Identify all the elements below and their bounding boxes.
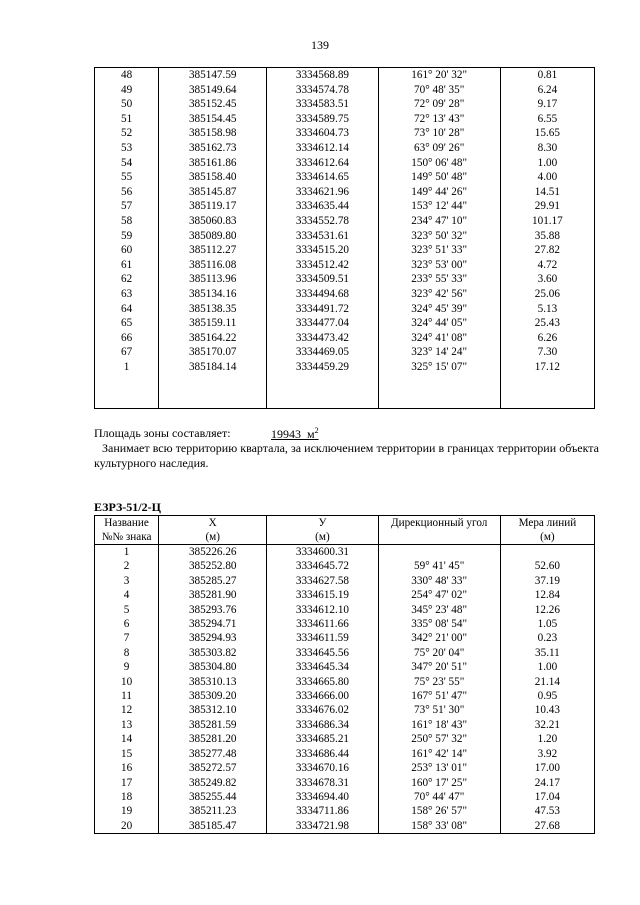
cell-y-coordinate: 3334491.72 (267, 302, 378, 317)
empty-filler-row (95, 374, 595, 409)
cell-y-coordinate: 3334477.04 (267, 316, 378, 331)
empty-cell (378, 374, 500, 409)
cell-x-coordinate: 385116.08 (159, 258, 267, 273)
cell-point-number: 50 (95, 97, 159, 112)
cell-x-coordinate: 385285.27 (159, 574, 267, 588)
cell-point-number: 52 (95, 126, 159, 141)
cell-direction-angle: 167° 51' 47" (378, 689, 500, 703)
empty-cell (159, 374, 267, 409)
table-row (95, 258, 595, 273)
cell-direction-angle: 253° 13' 01" (378, 761, 500, 775)
header-line: Мера линий (518, 517, 577, 529)
cell-point-number: 1 (95, 360, 159, 375)
cell-y-coordinate: 3334509.51 (267, 272, 378, 287)
table-row (95, 603, 595, 617)
cell-line-length: 35.11 (500, 646, 594, 660)
header-line: (м) (205, 530, 220, 543)
cell-point-number: 49 (95, 83, 159, 98)
table-row (95, 97, 595, 112)
header-line-length (500, 516, 594, 545)
cell-point-number: 14 (95, 732, 159, 746)
empty-cell (500, 374, 594, 409)
table-header-row (95, 516, 595, 545)
cell-point-number: 65 (95, 316, 159, 331)
cell-point-number: 59 (95, 229, 159, 244)
cell-y-coordinate: 3334686.44 (267, 747, 378, 761)
page-number: 139 (311, 38, 329, 52)
cell-line-length: 10.43 (500, 703, 594, 717)
header-point-number (95, 516, 159, 545)
cell-line-length: 0.81 (500, 68, 594, 83)
cell-y-coordinate: 3334589.75 (267, 112, 378, 127)
cell-direction-angle: 323° 53' 00" (378, 258, 500, 273)
header-y-coordinate (267, 516, 378, 545)
table-row (95, 214, 595, 229)
cell-y-coordinate: 3334611.66 (267, 617, 378, 631)
cell-x-coordinate: 385134.16 (159, 287, 267, 302)
table-row (95, 199, 595, 214)
cell-x-coordinate: 385303.82 (159, 646, 267, 660)
cell-direction-angle: 59° 41' 45" (378, 559, 500, 573)
table-row (95, 689, 595, 703)
cell-x-coordinate: 385211.23 (159, 804, 267, 818)
table-row (95, 170, 595, 185)
cell-direction-angle: 72° 09' 28" (378, 97, 500, 112)
cell-direction-angle: 75° 20' 04" (378, 646, 500, 660)
cell-line-length: 27.82 (500, 243, 594, 258)
cell-direction-angle: 323° 51' 33" (378, 243, 500, 258)
cell-point-number: 10 (95, 675, 159, 689)
cell-point-number: 58 (95, 214, 159, 229)
cell-line-length: 1.20 (500, 732, 594, 746)
table-row (95, 675, 595, 689)
table-row (95, 660, 595, 674)
header-line: Название (104, 517, 149, 529)
cell-line-length (500, 545, 594, 560)
header-line: №№ знака (101, 530, 152, 543)
cell-direction-angle: 325° 15' 07" (378, 360, 500, 375)
cell-point-number: 54 (95, 156, 159, 171)
coordinates-table-body (95, 68, 595, 409)
cell-y-coordinate: 3334645.56 (267, 646, 378, 660)
cell-y-coordinate: 3334612.14 (267, 141, 378, 156)
cell-x-coordinate: 385147.59 (159, 68, 267, 83)
cell-x-coordinate: 385159.11 (159, 316, 267, 331)
cell-line-length: 12.26 (500, 603, 594, 617)
cell-direction-angle: 323° 50' 32" (378, 229, 500, 244)
cell-point-number: 61 (95, 258, 159, 273)
cell-line-length: 17.12 (500, 360, 594, 375)
cell-point-number: 13 (95, 718, 159, 732)
table-row (95, 360, 595, 375)
cell-point-number: 53 (95, 141, 159, 156)
cell-direction-angle (378, 545, 500, 560)
cell-point-number: 20 (95, 819, 159, 834)
cell-x-coordinate: 385184.14 (159, 360, 267, 375)
cell-x-coordinate: 385154.45 (159, 112, 267, 127)
cell-y-coordinate: 3334627.58 (267, 574, 378, 588)
cell-point-number: 57 (95, 199, 159, 214)
table-row (95, 316, 595, 331)
cell-x-coordinate: 385226.26 (159, 545, 267, 560)
cell-point-number: 11 (95, 689, 159, 703)
cell-x-coordinate: 385060.83 (159, 214, 267, 229)
cell-line-length: 101.17 (500, 214, 594, 229)
header-x-coordinate (159, 516, 267, 545)
cell-point-number: 8 (95, 646, 159, 660)
cell-point-number: 51 (95, 112, 159, 127)
cell-point-number: 4 (95, 588, 159, 602)
cell-point-number: 63 (95, 287, 159, 302)
cell-x-coordinate: 385294.93 (159, 631, 267, 645)
cell-line-length: 9.17 (500, 97, 594, 112)
zone-coordinates-body (95, 545, 595, 834)
table-row (95, 545, 595, 560)
area-unit-exponent: 2 (314, 426, 319, 435)
cell-x-coordinate: 385309.20 (159, 689, 267, 703)
cell-direction-angle: 254° 47' 02" (378, 588, 500, 602)
cell-point-number: 67 (95, 345, 159, 360)
cell-direction-angle: 323° 42' 56" (378, 287, 500, 302)
cell-direction-angle: 347° 20' 51" (378, 660, 500, 674)
cell-point-number: 15 (95, 747, 159, 761)
cell-y-coordinate: 3334583.51 (267, 97, 378, 112)
table-row (95, 229, 595, 244)
cell-line-length: 17.00 (500, 761, 594, 775)
cell-line-length: 27.68 (500, 819, 594, 834)
cell-line-length: 52.60 (500, 559, 594, 573)
cell-y-coordinate: 3334459.29 (267, 360, 378, 375)
cell-direction-angle: 149° 44' 26" (378, 185, 500, 200)
cell-line-length: 0.95 (500, 689, 594, 703)
cell-point-number: 1 (95, 545, 159, 560)
cell-x-coordinate: 385277.48 (159, 747, 267, 761)
cell-line-length: 6.26 (500, 331, 594, 346)
cell-direction-angle: 73° 51' 30" (378, 703, 500, 717)
cell-direction-angle: 161° 42' 14" (378, 747, 500, 761)
table-row (95, 141, 595, 156)
cell-x-coordinate: 385249.82 (159, 776, 267, 790)
cell-direction-angle: 153° 12' 44" (378, 199, 500, 214)
cell-direction-angle: 158° 26' 57" (378, 804, 500, 818)
cell-line-length: 24.17 (500, 776, 594, 790)
cell-x-coordinate: 385164.22 (159, 331, 267, 346)
header-line: У (318, 517, 327, 529)
cell-y-coordinate: 3334678.31 (267, 776, 378, 790)
table-row (95, 718, 595, 732)
table-row (95, 331, 595, 346)
cell-y-coordinate: 3334676.02 (267, 703, 378, 717)
cell-point-number: 5 (95, 603, 159, 617)
cell-x-coordinate: 385149.64 (159, 83, 267, 98)
cell-y-coordinate: 3334552.78 (267, 214, 378, 229)
cell-point-number: 16 (95, 761, 159, 775)
cell-y-coordinate: 3334686.34 (267, 718, 378, 732)
cell-point-number: 62 (95, 272, 159, 287)
cell-point-number: 17 (95, 776, 159, 790)
area-value (271, 426, 319, 442)
area-label: Площадь зоны составляет: (94, 426, 231, 440)
table-row (95, 272, 595, 287)
cell-line-length: 3.92 (500, 747, 594, 761)
zone-description: Занимает всю территорию квартала, за исключением территории в границах территории объекта культурного наследия. (94, 441, 599, 470)
cell-line-length: 1.00 (500, 660, 594, 674)
cell-direction-angle: 324° 41' 08" (378, 331, 500, 346)
cell-line-length: 7.30 (500, 345, 594, 360)
cell-direction-angle: 324° 45' 39" (378, 302, 500, 317)
cell-y-coordinate: 3334670.16 (267, 761, 378, 775)
cell-point-number: 9 (95, 660, 159, 674)
cell-line-length: 8.30 (500, 141, 594, 156)
cell-line-length: 4.00 (500, 170, 594, 185)
cell-x-coordinate: 385158.98 (159, 126, 267, 141)
cell-line-length: 6.55 (500, 112, 594, 127)
cell-y-coordinate: 3334531.61 (267, 229, 378, 244)
zone-coordinates-table (94, 515, 595, 834)
coordinates-table-continued (94, 67, 595, 409)
cell-direction-angle: 161° 18' 43" (378, 718, 500, 732)
area-number: 19943 (271, 427, 301, 441)
cell-direction-angle: 234° 47' 10" (378, 214, 500, 229)
cell-x-coordinate: 385293.76 (159, 603, 267, 617)
cell-line-length: 14.51 (500, 185, 594, 200)
cell-direction-angle: 323° 14' 24" (378, 345, 500, 360)
cell-y-coordinate: 3334515.20 (267, 243, 378, 258)
cell-direction-angle: 70° 48' 35" (378, 83, 500, 98)
header-line: X (208, 517, 217, 529)
cell-line-length: 29.91 (500, 199, 594, 214)
cell-y-coordinate: 3334645.72 (267, 559, 378, 573)
cell-x-coordinate: 385185.47 (159, 819, 267, 834)
table-row (95, 126, 595, 141)
cell-point-number: 48 (95, 68, 159, 83)
table-row (95, 617, 595, 631)
cell-x-coordinate: 385138.35 (159, 302, 267, 317)
table-row (95, 156, 595, 171)
cell-x-coordinate: 385161.86 (159, 156, 267, 171)
cell-line-length: 25.43 (500, 316, 594, 331)
cell-x-coordinate: 385252.80 (159, 559, 267, 573)
cell-y-coordinate: 3334604.73 (267, 126, 378, 141)
cell-direction-angle: 72° 13' 43" (378, 112, 500, 127)
cell-line-length: 25.06 (500, 287, 594, 302)
cell-line-length: 47.53 (500, 804, 594, 818)
cell-y-coordinate: 3334494.68 (267, 287, 378, 302)
empty-cell (267, 374, 378, 409)
table-row (95, 185, 595, 200)
empty-cell (95, 374, 159, 409)
table-row (95, 819, 595, 834)
cell-direction-angle: 345° 23' 48" (378, 603, 500, 617)
cell-y-coordinate: 3334574.78 (267, 83, 378, 98)
cell-line-length: 35.88 (500, 229, 594, 244)
cell-point-number: 2 (95, 559, 159, 573)
cell-x-coordinate: 385281.20 (159, 732, 267, 746)
cell-y-coordinate: 3334665.80 (267, 675, 378, 689)
cell-point-number: 7 (95, 631, 159, 645)
cell-y-coordinate: 3334512.42 (267, 258, 378, 273)
cell-point-number: 64 (95, 302, 159, 317)
table-row (95, 574, 595, 588)
cell-x-coordinate: 385152.45 (159, 97, 267, 112)
cell-line-length: 15.65 (500, 126, 594, 141)
cell-direction-angle: 250° 57' 32" (378, 732, 500, 746)
cell-line-length: 37.19 (500, 574, 594, 588)
cell-direction-angle: 233° 55' 33" (378, 272, 500, 287)
cell-direction-angle: 75° 23' 55" (378, 675, 500, 689)
cell-x-coordinate: 385170.07 (159, 345, 267, 360)
cell-y-coordinate: 3334685.21 (267, 732, 378, 746)
cell-y-coordinate: 3334645.34 (267, 660, 378, 674)
cell-point-number: 6 (95, 617, 159, 631)
cell-point-number: 55 (95, 170, 159, 185)
cell-direction-angle: 160° 17' 25" (378, 776, 500, 790)
header-line: (м) (315, 530, 330, 543)
header-direction-angle (378, 516, 500, 545)
cell-y-coordinate: 3334612.10 (267, 603, 378, 617)
cell-line-length: 12.84 (500, 588, 594, 602)
cell-line-length: 0.23 (500, 631, 594, 645)
cell-y-coordinate: 3334600.31 (267, 545, 378, 560)
cell-direction-angle: 63° 09' 26" (378, 141, 500, 156)
cell-direction-angle: 158° 33' 08" (378, 819, 500, 834)
table-row (95, 83, 595, 98)
cell-point-number: 19 (95, 804, 159, 818)
cell-direction-angle: 330° 48' 33" (378, 574, 500, 588)
cell-direction-angle: 149° 50' 48" (378, 170, 500, 185)
table-row (95, 732, 595, 746)
cell-direction-angle: 342° 21' 00" (378, 631, 500, 645)
header-line (379, 531, 500, 545)
cell-direction-angle: 161° 20' 32" (378, 68, 500, 83)
cell-x-coordinate: 385272.57 (159, 761, 267, 775)
area-unit: м (307, 427, 315, 441)
cell-point-number: 60 (95, 243, 159, 258)
cell-direction-angle: 73° 10' 28" (378, 126, 500, 141)
cell-y-coordinate: 3334615.19 (267, 588, 378, 602)
cell-direction-angle: 70° 44' 47" (378, 790, 500, 804)
cell-line-length: 4.72 (500, 258, 594, 273)
cell-direction-angle: 324° 44' 05" (378, 316, 500, 331)
cell-direction-angle: 335° 08' 54" (378, 617, 500, 631)
table-row (95, 588, 595, 602)
cell-x-coordinate: 385089.80 (159, 229, 267, 244)
cell-x-coordinate: 385162.73 (159, 141, 267, 156)
table-row (95, 646, 595, 660)
table-row (95, 761, 595, 775)
header-line: (м) (540, 530, 555, 543)
cell-y-coordinate: 3334666.00 (267, 689, 378, 703)
cell-line-length: 17.04 (500, 790, 594, 804)
cell-y-coordinate: 3334612.64 (267, 156, 378, 171)
table-row (95, 747, 595, 761)
cell-y-coordinate: 3334694.40 (267, 790, 378, 804)
zone-title: ЕЗРЗ-51/2-Ц (94, 500, 161, 514)
cell-x-coordinate: 385310.13 (159, 675, 267, 689)
cell-line-length: 1.00 (500, 156, 594, 171)
cell-point-number: 3 (95, 574, 159, 588)
table-row (95, 345, 595, 360)
cell-line-length: 5.13 (500, 302, 594, 317)
cell-line-length: 21.14 (500, 675, 594, 689)
cell-point-number: 66 (95, 331, 159, 346)
header-line: Дирекционный угол (390, 517, 488, 529)
cell-line-length: 6.24 (500, 83, 594, 98)
cell-point-number: 18 (95, 790, 159, 804)
table-row (95, 804, 595, 818)
table-row (95, 776, 595, 790)
cell-x-coordinate: 385294.71 (159, 617, 267, 631)
cell-x-coordinate: 385119.17 (159, 199, 267, 214)
cell-y-coordinate: 3334635.44 (267, 199, 378, 214)
table-row (95, 631, 595, 645)
table-row (95, 703, 595, 717)
table-row (95, 68, 595, 83)
cell-x-coordinate: 385158.40 (159, 170, 267, 185)
table-row (95, 790, 595, 804)
cell-x-coordinate: 385255.44 (159, 790, 267, 804)
cell-y-coordinate: 3334711.86 (267, 804, 378, 818)
cell-x-coordinate: 385312.10 (159, 703, 267, 717)
cell-direction-angle: 150° 06' 48" (378, 156, 500, 171)
cell-y-coordinate: 3334621.96 (267, 185, 378, 200)
cell-y-coordinate: 3334469.05 (267, 345, 378, 360)
cell-y-coordinate: 3334611.59 (267, 631, 378, 645)
cell-y-coordinate: 3334568.89 (267, 68, 378, 83)
cell-x-coordinate: 385281.59 (159, 718, 267, 732)
cell-point-number: 56 (95, 185, 159, 200)
cell-x-coordinate: 385112.27 (159, 243, 267, 258)
cell-line-length: 1.05 (500, 617, 594, 631)
table-row (95, 302, 595, 317)
cell-x-coordinate: 385304.80 (159, 660, 267, 674)
cell-line-length: 3.60 (500, 272, 594, 287)
table-row (95, 112, 595, 127)
cell-x-coordinate: 385281.90 (159, 588, 267, 602)
cell-x-coordinate: 385113.96 (159, 272, 267, 287)
table-row (95, 559, 595, 573)
cell-y-coordinate: 3334614.65 (267, 170, 378, 185)
cell-y-coordinate: 3334721.98 (267, 819, 378, 834)
cell-line-length: 32.21 (500, 718, 594, 732)
table-row (95, 243, 595, 258)
cell-point-number: 12 (95, 703, 159, 717)
cell-x-coordinate: 385145.87 (159, 185, 267, 200)
cell-y-coordinate: 3334473.42 (267, 331, 378, 346)
table-row (95, 287, 595, 302)
